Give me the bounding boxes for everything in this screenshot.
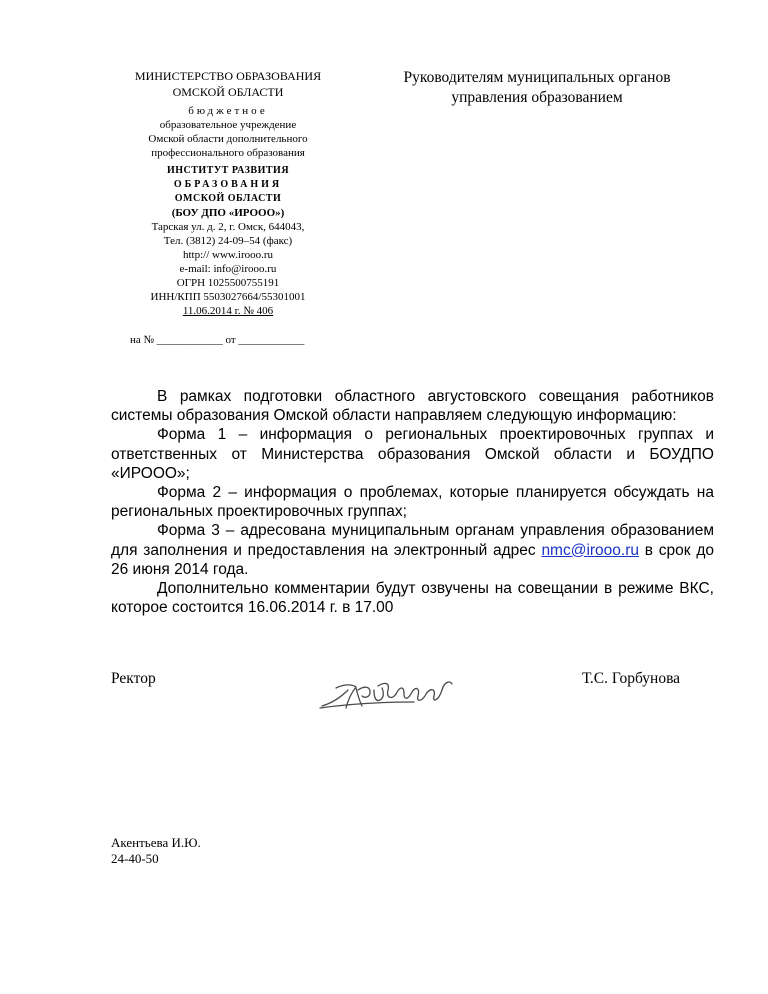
body-paragraph-4-end: в срок до 26 июня 2014 года. <box>111 541 714 578</box>
institute-website: http:// www.irooo.ru <box>182 249 274 261</box>
executor-name: Акентьева И.Ю. <box>111 835 201 850</box>
body-paragraph-4 <box>111 521 714 579</box>
institute-address: Тарская ул. д. 2, г. Омск, 644043, <box>151 221 305 233</box>
recipient-line-1: Руководителям муниципальных органов <box>403 69 671 86</box>
institute-name-line-3: ОМСКОЙ ОБЛАСТИ <box>174 193 282 204</box>
body-paragraph-4-start: Форма 3 – адресована муниципальным органам управления образованием для заполнения и предоставления на электронный адрес <box>111 522 714 559</box>
recipient-block <box>372 68 702 108</box>
recipient-line-2: управления образованием <box>451 89 623 106</box>
body-paragraph-5: Дополнительно комментарии будут озвучены на совещании в режиме ВКС, которое состоится 16.06.2014 г. в 17.00 <box>111 580 714 617</box>
body-paragraph-3: Форма 2 – информация о проблемах, которые планируется обсуждать на региональных проектировочных группах; <box>111 484 714 521</box>
letter-body <box>111 387 714 617</box>
ministry-line-1: МИНИСТЕРСТВО ОБРАЗОВАНИЯ <box>134 69 322 83</box>
budget-label: бюджетное <box>188 105 268 117</box>
org-type-line-3: профессионального образования <box>151 147 305 159</box>
handwritten-signature <box>318 676 458 719</box>
institute-name-line-2: ОБРАЗОВАНИЯ <box>173 179 283 190</box>
org-type-line-2: Омской области дополнительного <box>148 133 308 145</box>
sender-header <box>118 68 338 318</box>
institute-abbreviation: (БОУ ДПО «ИРООО») <box>171 207 285 219</box>
body-paragraph-2: Форма 1 – информация о региональных проектировочных группах и ответственных от Министерства образования Омской области и БОУДПО «ИРООО»; <box>111 426 714 482</box>
institute-phone: Тел. (3812) 24-09–54 (факс) <box>163 235 293 247</box>
institute-name-line-1: ИНСТИТУТ РАЗВИТИЯ <box>166 165 290 176</box>
document-date-number: 11.06.2014 г. № 406 <box>182 305 274 317</box>
institute-email: e-mail: info@irooo.ru <box>179 263 277 275</box>
institute-ogrn: ОГРН 1025500755191 <box>176 277 280 289</box>
org-type-line-1: образовательное учреждение <box>159 119 297 131</box>
executor-phone: 24-40-50 <box>111 851 159 866</box>
email-link[interactable]: nmc@irooo.ru <box>541 541 640 559</box>
ministry-line-2: ОМСКОЙ ОБЛАСТИ <box>172 85 284 99</box>
signatory-name: Т.С. Горбунова <box>582 670 681 687</box>
reference-line: на № ____________ от ____________ <box>130 334 305 346</box>
executor-block <box>111 835 201 867</box>
body-paragraph-1: В рамках подготовки областного августовского совещания работников системы образования Омской области направляем следующую информацию: <box>111 388 714 425</box>
institute-inn: ИНН/КПП 5503027664/55301001 <box>150 291 306 303</box>
signatory-title: Ректор <box>111 670 156 687</box>
